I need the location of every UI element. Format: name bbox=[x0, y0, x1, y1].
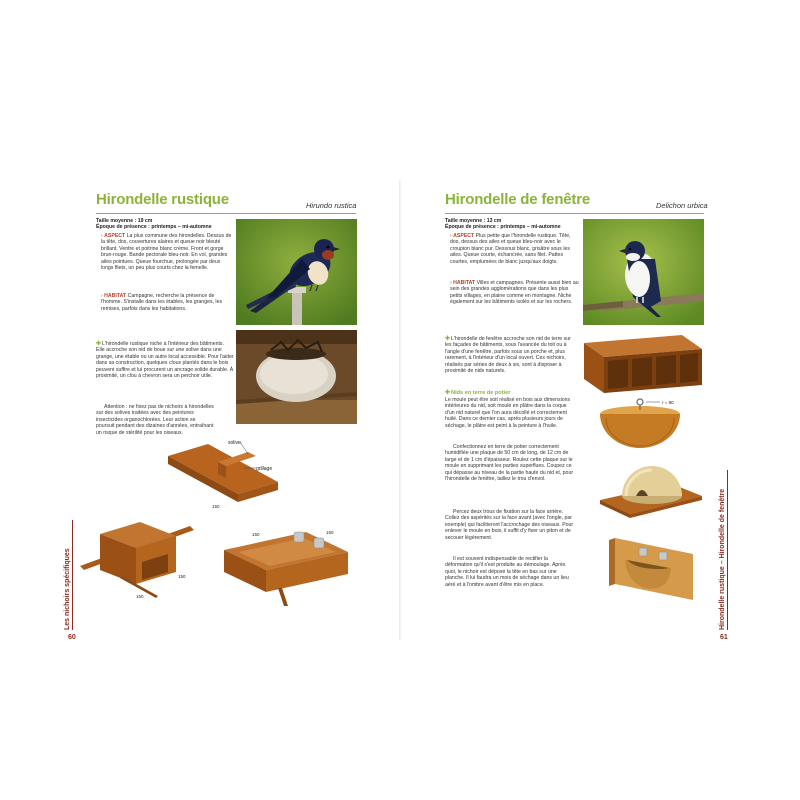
tool-icon: ✚ bbox=[445, 390, 451, 396]
size-line: Taille moyenne : 13 cm bbox=[445, 218, 502, 224]
label-solive: solive bbox=[228, 440, 241, 446]
sidebar-label: Hirondelle rustique – Hirondelle de fenêtre bbox=[719, 488, 726, 630]
tool-icon: ✚ bbox=[96, 341, 102, 347]
dim-label: 150 bbox=[212, 504, 220, 509]
label-grillage: grillage bbox=[256, 466, 273, 472]
aspect-tag: ASPECT bbox=[453, 233, 475, 239]
svg-text:150: 150 bbox=[178, 574, 186, 579]
label-radius: r = 80 bbox=[662, 400, 674, 405]
size-line: Taille moyenne : 19 cm bbox=[96, 218, 153, 224]
tool-icon: ✚ bbox=[445, 336, 451, 342]
latin-name: Delichon urbica bbox=[656, 201, 708, 210]
habitat-paragraph: › HABITAT Villes et campagnes. Présente aussi bien au sein des grandes agglomérations que dans les plus petits villages, en plaine comme en montagne. Niche également sur les bâtiments isolés et sur les rochers. bbox=[450, 280, 579, 306]
page-title: Hirondelle rustique bbox=[96, 191, 229, 208]
house-martin-photo bbox=[583, 219, 704, 325]
habitat-text: Villes et campagnes. Présente aussi bien au sein des grandes agglomérations que dans les plus petits villages, en plaine comme en montagne. Niche également sur les bâtiments isolés et sur les rochers. bbox=[450, 280, 579, 306]
aspect-paragraph: › ASPECT Plus petite que l'hirondelle rustique. Tête, dos, dessus des ailes et queue bleu-noir avec le croupion blanc pur. Dessous blanc, grisâtre sous les ailes. Queue courte, échancrée, sans filet. Pattes courtes, emplumées de blanc jusqu'aux doigts. bbox=[450, 233, 571, 265]
sidebar-label: Les nichoirs spécifiques bbox=[64, 548, 71, 630]
tray-nest-illustration bbox=[218, 522, 353, 606]
species-meta bbox=[96, 218, 236, 231]
barn-swallow-photo bbox=[236, 219, 357, 325]
habitat-paragraph: › HABITAT Campagne, recherche la présence de l'homme. S'installe dans les étables, les granges, les remises, parfois dans les habitations. bbox=[101, 293, 223, 312]
page-title: Hirondelle de fenêtre bbox=[445, 191, 591, 208]
warning-text: Attention : ne fixez pas de nichoirs à hirondelles sur des solives traitées avec des peintures insecticides organochlorées. Leur action se poursuit pendant des dizaines d'années, entraînant un risque de stérilité pour les oiseaux. bbox=[96, 404, 214, 436]
potter-paragraph-4: Il est souvent indispensable de rectifier la déformation qu'il s'est produite au démoulage. Après quoi, le nichoir est déposé la tête en bas sur une planche. Il lui faudra un mois de séchage dans un lieu aéré et à l'ombre avant d'être mis en place. bbox=[445, 556, 569, 588]
aspect-tag: ASPECT bbox=[104, 233, 126, 239]
aspect-paragraph: › ASPECT La plus commune des hirondelles. Dessus de la tête, dos, couvertures alaires et queue noir bleuté brillant. Ventre et poitrine blanc crème. Front et gorge brun-rouge. Bande pectorale bleu-noir. En vol, grandes ailes pointues. Queue fourchue, prolongée par deux longs filets, un peu plus courts chez la femelle. bbox=[101, 233, 232, 272]
svg-text:150: 150 bbox=[326, 530, 334, 535]
presence-line: Époque de présence : printemps – mi-automne bbox=[445, 224, 561, 231]
potter-paragraph-2: Confectionnez en terre de potier correctement humidifiée une plaque de 50 cm de long, de 12 cm de large et de 1 cm d'épaisseur. Roulez cette plaque sur le moule en supprimant les parties superflues. Coupez ce qui dépasse au niveau de la partie haute du nid et, pour l'hirondelle de fenêtre, taillez le trou d'envol. bbox=[445, 444, 574, 483]
wall-nest-illustration bbox=[605, 534, 705, 604]
svg-text:150: 150 bbox=[136, 594, 144, 599]
habitat-text: Campagne, recherche la présence de l'homme. S'installe dans les étables, les granges, les remises, parfois dans les habitations. bbox=[101, 293, 223, 312]
nest-photo bbox=[236, 330, 357, 424]
section-subhead: ✚Nids en terre de potier bbox=[445, 390, 511, 396]
potter-paragraph-1: Le moule peut être soit réalisé en bois aux dimensions intérieures du nid, soit moulé en plâtre dans la coque d'un nid naturel que l'on aura décollé et correctement huilé. Dans ce dernier cas, après plusieurs jours de séchage, le plâtre est peint à la peinture à l'huile. bbox=[445, 397, 571, 429]
aspect-text: Plus petite que l'hirondelle rustique. Tête, dos, dessus des ailes et queue bleu-noir avec le croupion blanc pur. Dessous blanc, grisâtre sous les ailes. Queue courte, échancrée, sans filet. Pattes courtes, emplumées de blanc jusqu'aux doigts. bbox=[450, 233, 571, 265]
svg-text:150: 150 bbox=[252, 532, 260, 537]
compartment-row-illustration bbox=[580, 333, 705, 401]
title-rule bbox=[96, 213, 356, 214]
open-box-illustration bbox=[80, 518, 200, 610]
page-number: 60 bbox=[68, 634, 76, 641]
presence-line: Époque de présence : printemps – mi-automne bbox=[96, 224, 212, 231]
beam-shelf-illustration bbox=[168, 438, 278, 510]
nest-paragraph bbox=[445, 336, 575, 374]
habitat-tag: HABITAT bbox=[453, 280, 476, 286]
sidebar-rule bbox=[727, 470, 728, 630]
nest-paragraph bbox=[96, 341, 234, 379]
right-page bbox=[400, 0, 800, 800]
warning-paragraph bbox=[96, 404, 214, 436]
half-mould-illustration bbox=[596, 396, 696, 454]
title-rule bbox=[445, 213, 704, 214]
page-number: 61 bbox=[720, 634, 728, 641]
potter-paragraph-3: Percez deux trous de fixation sur la face arrière. Collez des aspérités sur la face avant (avec l'ongle, par exemple) qui faciliteront l'accrochage des oiseaux. Pour enlever le moule en bois, il suffit d'y fixer un piton et de secouer légèrement. bbox=[445, 509, 574, 541]
dome-nest-illustration bbox=[596, 462, 706, 520]
species-meta bbox=[445, 218, 585, 231]
sidebar-rule bbox=[72, 520, 73, 630]
aspect-text: La plus commune des hirondelles. Dessus de la tête, dos, couvertures alaires et queue noir bleuté brillant. Ventre et poitrine blanc crème. Front et gorge brun-rouge. Bande pectorale bleu-noir. En vol, grandes ailes pointues. Queue fourchue, prolongée par deux longs filets, un peu plus courts chez la femelle. bbox=[101, 233, 232, 272]
nest-text: L'hirondelle rustique niche à l'intérieur des bâtiments. Elle accroche son nid de boue sur une solive dans une grange, une étable ou un autre local accessible. Pour l'aider dans sa construction, quelques clous plantés dans le bois peuvent suffire et lui procurent un ancrage solide durable. À proximité, un clou à chevron sera un perchoir utile. bbox=[96, 341, 234, 380]
latin-name: Hirundo rustica bbox=[306, 201, 357, 210]
nest-text: L'hirondelle de fenêtre accroche son nid de terre sur les façades de bâtiments, sous l'avancée du toit ou à l'angle d'une fenêtre, parfois sous un porche et, plus rarement, à l'intérieur d'un local ouvert. Ces nichoirs, réalisés par séries de deux à six, sont à disposer à proximité de nids naturels. bbox=[445, 336, 571, 375]
habitat-tag: HABITAT bbox=[104, 293, 127, 299]
